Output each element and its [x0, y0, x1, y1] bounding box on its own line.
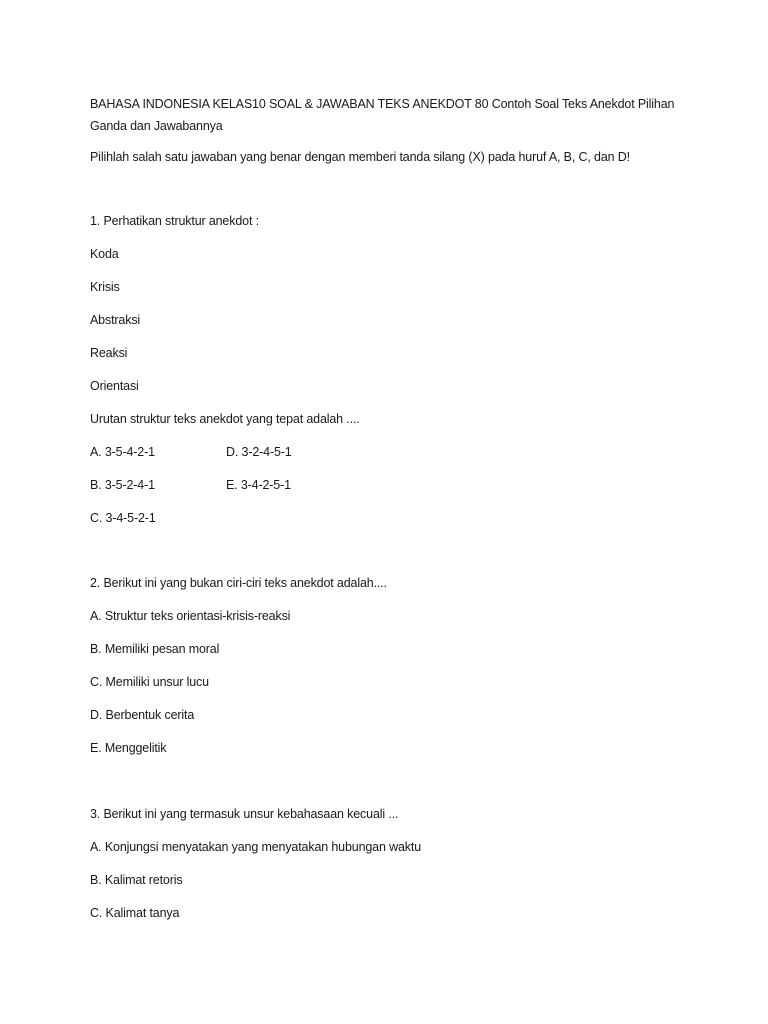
- question-1-stem: Urutan struktur teks anekdot yang tepat adalah ....: [90, 412, 360, 426]
- question-1-item: Reaksi: [90, 346, 128, 360]
- question-3-option-a: A. Konjungsi menyatakan yang menyatakan hubungan waktu: [90, 840, 422, 854]
- question-1-option-d: D. 3-2-4-5-1: [226, 445, 292, 459]
- question-1-item: Krisis: [90, 280, 120, 294]
- question-3-prompt: 3. Berikut ini yang termasuk unsur kebahasaan kecuali ...: [90, 807, 399, 821]
- question-2-option-a: A. Struktur teks orientasi-krisis-reaksi: [90, 609, 291, 623]
- document-title: BAHASA INDONESIA KELAS10 SOAL & JAWABAN TEKS ANEKDOT 80 Contoh Soal Teks Anekdot Pilihan Ganda dan Jawabannya: [90, 97, 675, 133]
- question-2-option-c: C. Memiliki unsur lucu: [90, 675, 209, 689]
- question-3-option-c: C. Kalimat tanya: [90, 906, 180, 920]
- question-1-prompt: 1. Perhatikan struktur anekdot :: [90, 214, 259, 228]
- instruction-text: Pilihlah salah satu jawaban yang benar dengan memberi tanda silang (X) pada huruf A, B, C, dan D!: [90, 150, 630, 164]
- question-2-option-d: D. Berbentuk cerita: [90, 708, 195, 722]
- question-2-prompt: 2. Berikut ini yang bukan ciri-ciri teks anekdot adalah....: [90, 576, 387, 590]
- question-1-item: Abstraksi: [90, 313, 141, 327]
- question-3-option-b: B. Kalimat retoris: [90, 873, 183, 887]
- question-1-option-b: B. 3-5-2-4-1: [90, 478, 155, 492]
- question-1-option-e: E. 3-4-2-5-1: [226, 478, 291, 492]
- question-1-option-a: A. 3-5-4-2-1: [90, 445, 155, 459]
- question-1-item: Koda: [90, 247, 119, 261]
- question-1-option-c: C. 3-4-5-2-1: [90, 511, 156, 525]
- question-2-option-b: B. Memiliki pesan moral: [90, 642, 220, 656]
- question-1-item: Orientasi: [90, 379, 139, 393]
- question-2-option-e: E. Menggelitik: [90, 741, 167, 755]
